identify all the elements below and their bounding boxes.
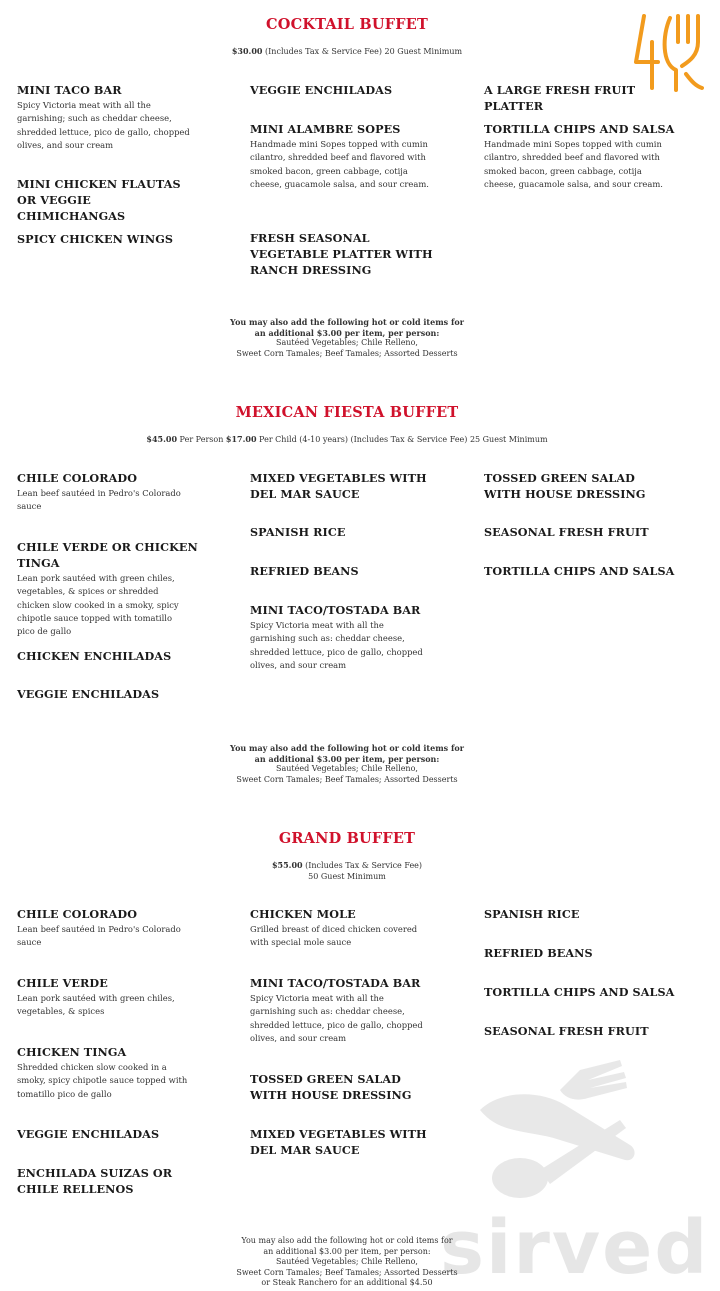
menu-item	[250, 82, 460, 98]
grand-price	[0, 860, 694, 882]
menu-item	[250, 1126, 460, 1158]
cocktail-price-terms: (Includes Tax & Service Fee) 20 Guest Minimum	[262, 47, 463, 56]
grand-price-amount: $55.00	[271, 860, 303, 870]
menu-item	[250, 230, 460, 278]
item-name: CHILE VERDE	[17, 976, 108, 990]
item-name: SPICY CHICKEN WINGS	[17, 232, 174, 246]
item-name: CHILE VERDE OR CHICKEN TINGA	[17, 540, 198, 570]
menu-item	[17, 176, 227, 224]
addon-line: Sweet Corn Tamales; Beef Tamales; Assorted Desserts	[236, 1267, 458, 1277]
menu-item	[250, 563, 460, 579]
menu-item	[484, 82, 694, 114]
item-desc: Spicy Victoria meat with all the garnishing such as: cheddar cheese, shredded lettuce, pico de gallo, chopped olives, and sour cream	[250, 620, 423, 670]
item-desc: Shredded chicken slow cooked in a smoky, spicy chipotle sauce topped with tomatillo pico de gallo	[17, 1062, 188, 1099]
fiesta-price-text: Per Person	[177, 435, 226, 444]
menu-item	[484, 563, 694, 579]
item-name: FRESH SEASONAL VEGETABLE PLATTER WITH RANCH DRESSING	[250, 231, 433, 277]
item-name: MINI CHICKEN FLAUTAS OR VEGGIE CHIMICHANGAS	[17, 177, 181, 223]
menu-item	[17, 1126, 227, 1142]
menu-item	[17, 975, 227, 1019]
item-name: TORTILLA CHIPS AND SALSA	[484, 564, 675, 578]
menu-item	[484, 470, 694, 502]
addon-line: Sautéed Vegetables; Chile Relleno,	[276, 338, 418, 347]
fiesta-price-terms: Per Child (4-10 years) (Includes Tax & Service Fee) 25 Guest Minimum	[256, 435, 548, 444]
sirved-watermark: sirved	[440, 1205, 710, 1291]
item-name: A LARGE FRESH FRUIT PLATTER	[484, 83, 636, 113]
menu-item	[17, 231, 227, 247]
item-name: CHICKEN TINGA	[17, 1045, 127, 1059]
menu-item	[17, 1165, 227, 1197]
addon-line: Sweet Corn Tamales; Beef Tamales; Assorted Desserts	[236, 348, 458, 358]
item-name: CHICKEN MOLE	[250, 907, 356, 921]
addon-lead: You may also add the following hot or cold items for	[241, 1236, 453, 1245]
item-name: SEASONAL FRESH FRUIT	[484, 525, 649, 539]
item-name: VEGGIE ENCHILADAS	[17, 1127, 160, 1141]
grand-price-terms: (Includes Tax & Service Fee)	[302, 861, 423, 870]
cocktail-addon-note	[0, 317, 694, 359]
menu-item	[250, 906, 460, 950]
menu-item	[17, 686, 227, 702]
item-name: TOSSED GREEN SALAD WITH HOUSE DRESSING	[250, 1072, 412, 1102]
addon-line: Sweet Corn Tamales; Beef Tamales; Assorted Desserts	[236, 774, 458, 784]
addon-lead: You may also add the following hot or cold items for	[230, 743, 464, 753]
menu-item	[250, 602, 460, 672]
menu-item	[250, 975, 460, 1045]
item-name: VEGGIE ENCHILADAS	[250, 83, 393, 97]
menu-item	[250, 1071, 460, 1103]
item-name: VEGGIE ENCHILADAS	[17, 687, 160, 701]
item-name: SPANISH RICE	[484, 907, 580, 921]
item-desc: Lean pork sautéed with green chiles, vegetables, & spices	[17, 993, 175, 1017]
menu-item	[484, 121, 694, 191]
fiesta-price	[0, 434, 694, 445]
menu-item	[17, 82, 227, 152]
cocktail-price-amount: $30.00	[231, 46, 263, 56]
item-name: REFRIED BEANS	[484, 946, 593, 960]
item-name: MINI TACO BAR	[17, 83, 122, 97]
addon-lead-2: an additional $3.00 per item, per person:	[263, 1246, 431, 1256]
addon-lead-2: an additional $3.00 per item, per person:	[254, 753, 440, 764]
item-name: MIXED VEGETABLES WITH DEL MAR SAUCE	[250, 471, 427, 501]
addon-line: or Steak Ranchero for an additional $4.50	[261, 1278, 433, 1287]
menu-item	[17, 470, 227, 514]
item-name: CHILE COLORADO	[17, 907, 138, 921]
menu-item	[484, 1023, 694, 1039]
item-desc: Lean beef sautéed in Pedro's Colorado sauce	[17, 488, 181, 512]
item-desc: Grilled breast of diced chicken covered with special mole sauce	[250, 924, 418, 948]
item-name: ENCHILADA SUIZAS OR CHILE RELLENOS	[17, 1166, 173, 1196]
item-name: CHICKEN ENCHILADAS	[17, 649, 172, 663]
grand-title: GRAND BUFFET	[278, 830, 416, 847]
fiesta-title: MEXICAN FIESTA BUFFET	[235, 404, 459, 421]
item-name: SPANISH RICE	[250, 525, 346, 539]
cocktail-price	[0, 46, 694, 57]
menu-item	[250, 524, 460, 540]
addon-lead: You may also add the following hot or cold items for	[230, 317, 464, 327]
item-name: MINI TACO/TOSTADA BAR	[250, 976, 421, 990]
fork-knife-icon	[470, 1050, 640, 1210]
item-name: TORTILLA CHIPS AND SALSA	[484, 122, 675, 136]
item-name: TORTILLA CHIPS AND SALSA	[484, 985, 675, 999]
menu-item	[484, 524, 694, 540]
fiesta-price-adult: $45.00	[146, 434, 178, 444]
item-desc: Handmade mini Sopes topped with cumin cilantro, shredded beef and flavored with smoked bacon, green cabbage, cotija cheese, guacamole salsa, and sour cream.	[484, 139, 663, 189]
menu-item	[484, 984, 694, 1000]
grand-addon-note	[0, 1236, 694, 1289]
addon-line: Sautéed Vegetables; Chile Relleno,	[276, 764, 418, 773]
item-desc: Lean beef sautéed in Pedro's Colorado sauce	[17, 924, 181, 948]
menu-item	[17, 1044, 227, 1101]
item-name: MIXED VEGETABLES WITH DEL MAR SAUCE	[250, 1127, 427, 1157]
menu-item	[17, 539, 227, 638]
menu-item	[17, 648, 227, 664]
menu-item	[250, 121, 460, 191]
item-desc: Handmade mini Sopes topped with cumin cilantro, shredded beef and flavored with smoked bacon, green cabbage, cotija cheese, guacamole salsa, and sour cream.	[250, 139, 429, 189]
item-name: MINI ALAMBRE SOPES	[250, 122, 401, 136]
menu-item	[484, 945, 694, 961]
item-desc: Spicy Victoria meat with all the garnishing such as: cheddar cheese, shredded lettuce, pico de gallo, chopped olives, and sour cream	[250, 993, 423, 1043]
fiesta-price-child: $17.00	[225, 434, 257, 444]
item-name: SEASONAL FRESH FRUIT	[484, 1024, 649, 1038]
cocktail-title: COCKTAIL BUFFET	[266, 16, 428, 33]
addon-line: Sautéed Vegetables; Chile Relleno,	[276, 1257, 418, 1266]
item-name: CHILE COLORADO	[17, 471, 138, 485]
item-name: TOSSED GREEN SALAD WITH HOUSE DRESSING	[484, 471, 646, 501]
fiesta-addon-note	[0, 743, 694, 785]
menu-item	[17, 906, 227, 950]
item-name: REFRIED BEANS	[250, 564, 359, 578]
item-desc: Spicy Victoria meat with all the garnishing; such as cheddar cheese, shredded lettuce, pico de gallo, chopped olives, and sour cream	[17, 100, 190, 150]
grand-price-minimum: 50 Guest Minimum	[308, 872, 386, 881]
menu-item	[484, 906, 694, 922]
item-desc: Lean pork sautéed with green chiles, vegetables, & spices or shredded chicken slow cooked in a smoky, spicy chipotle sauce topped with tomatillo pico de gallo	[17, 573, 179, 637]
menu-item	[250, 470, 460, 502]
addon-lead-2: an additional $3.00 per item, per person:	[254, 327, 440, 338]
item-name: MINI TACO/TOSTADA BAR	[250, 603, 421, 617]
